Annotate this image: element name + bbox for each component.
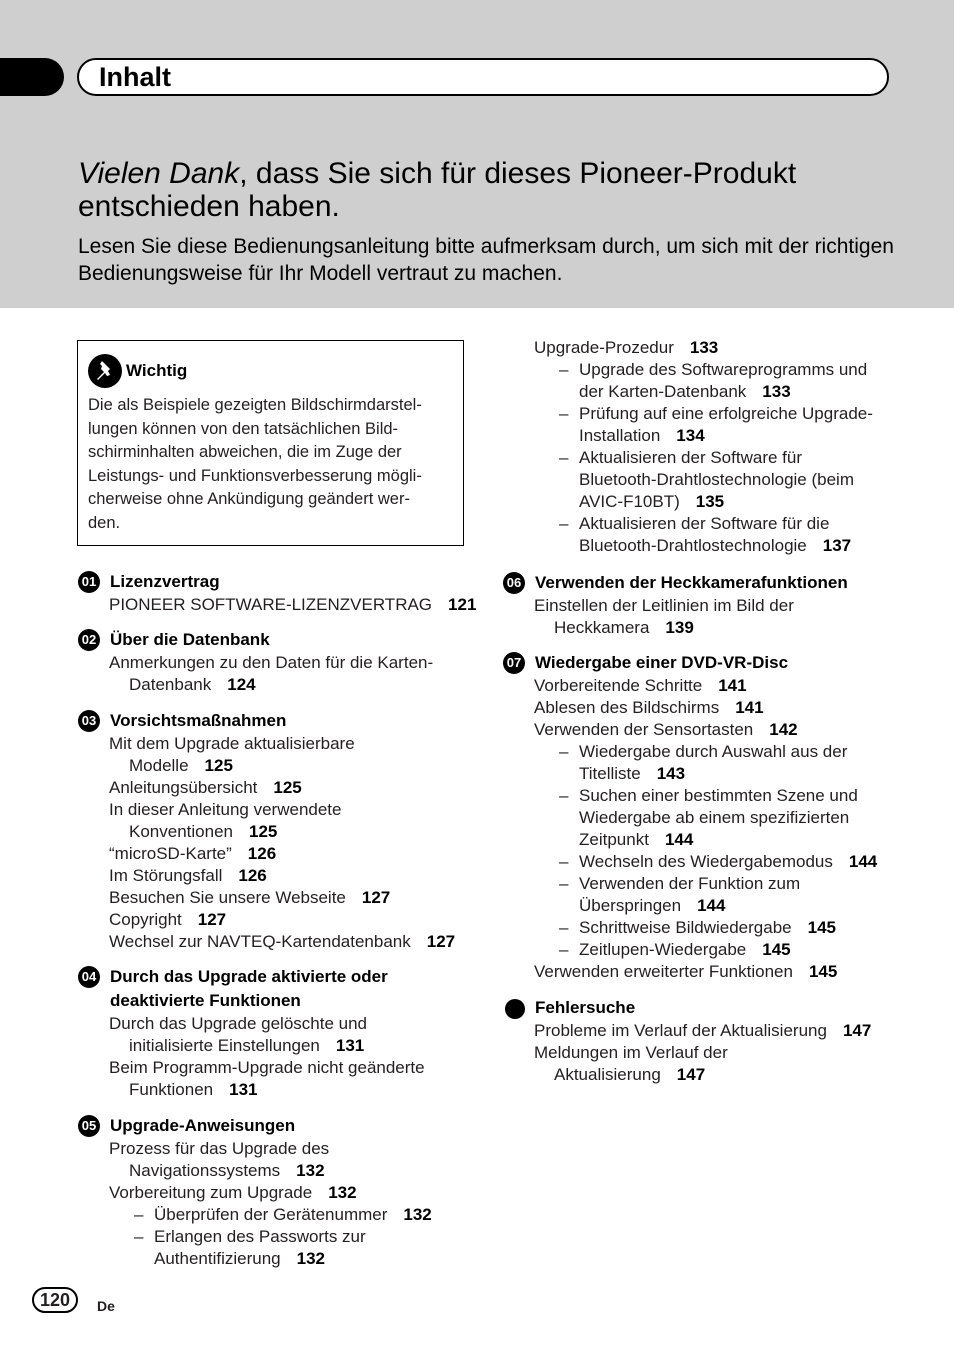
toc-entry[interactable]: Besuchen Sie unsere Webseite 127 (109, 888, 391, 907)
page-ref: 145 (762, 940, 791, 959)
toc-section-03 (78, 709, 468, 953)
toc-section-04 (78, 965, 468, 1101)
page-ref: 141 (735, 698, 764, 717)
toc-entry[interactable]: Einstellen der Leitlinien im Bild der (534, 596, 794, 615)
page-ref: 132 (296, 1161, 325, 1180)
note-line: Die als Beispiele gezeigten Bildschirmdarstel- (88, 396, 422, 414)
section-title[interactable]: Lizenzvertrag (110, 572, 220, 591)
toc-entry-cont[interactable]: Aktualisierung 147 (554, 1065, 706, 1084)
toc-entry[interactable]: Ablesen des Bildschirms 141 (534, 698, 764, 717)
section-title[interactable]: Upgrade-Anweisungen (110, 1116, 296, 1135)
toc-subentry-cont[interactable]: Bluetooth-Drahtlostechnologie 137 (579, 536, 852, 555)
section-title[interactable]: Fehlersuche (535, 998, 636, 1017)
toc-subentry[interactable]: – Verwenden der Funktion zum (559, 874, 801, 893)
language-code: De (97, 1298, 115, 1314)
page-ref: 145 (808, 962, 838, 981)
note-line: lungen können von den tatsächlichen Bild- (88, 419, 399, 438)
toc-entry[interactable]: Anleitungsübersicht 125 (109, 778, 302, 797)
page-ref: 127 (426, 932, 456, 951)
page-ref: 127 (361, 888, 391, 907)
toc-section-06 (503, 571, 923, 639)
page-ref: 142 (769, 720, 798, 739)
page-ref: 143 (656, 764, 686, 783)
note-title: Wichtig (126, 361, 188, 380)
note-line: cherweise ohne Ankündigung geändert wer- (88, 490, 410, 509)
thanks-italic: Vielen Dank (78, 157, 240, 190)
toc-entry[interactable]: Verwenden erweiterter Funktionen 145 (534, 962, 838, 981)
toc-entry-cont[interactable]: Navigationssystems 132 (129, 1161, 325, 1180)
page-ref: 139 (665, 618, 694, 637)
page-ref: 144 (697, 896, 726, 915)
note-body (88, 394, 453, 536)
page-ref: 144 (664, 830, 694, 849)
page-ref: 144 (848, 852, 878, 871)
page-ref: 124 (227, 675, 256, 694)
page-ref: 147 (676, 1065, 706, 1084)
section-number-badge: 01 (78, 571, 100, 593)
thanks-rest: , dass Sie sich für dieses Pioneer-Produkt entschieden haben. (78, 157, 797, 223)
section-title[interactable]: Über die Datenbank (110, 630, 270, 649)
section-number-badge: 07 (503, 652, 525, 674)
section-title[interactable]: Verwenden der Heckkamerafunktionen (535, 573, 848, 592)
page-ref: 125 (273, 778, 302, 797)
toc-subentry[interactable]: – Wiedergabe durch Auswahl aus der (559, 742, 848, 761)
toc-entry[interactable]: In dieser Anleitung verwendete (109, 800, 342, 819)
toc-subentry-cont[interactable]: Titelliste 143 (579, 764, 686, 783)
note-line: den. (88, 513, 121, 532)
section-tab-marker (0, 58, 64, 96)
toc-subentry-cont[interactable]: Bluetooth-Drahtlostechnologie (beim (579, 470, 854, 489)
toc-entry[interactable]: Wechsel zur NAVTEQ-Kartendatenbank 127 (109, 932, 456, 951)
page-ref: 145 (807, 918, 836, 937)
page-ref: 126 (238, 866, 267, 885)
toc-entry[interactable]: Meldungen im Verlauf der (534, 1043, 728, 1062)
section-number-badge: 06 (503, 572, 525, 594)
page-ref: 131 (229, 1080, 258, 1099)
toc-subentry-cont[interactable]: Installation 134 (579, 426, 705, 445)
toc-entry[interactable]: Durch das Upgrade gelöschte und (109, 1014, 367, 1033)
page-ref: 132 (296, 1249, 326, 1268)
toc-subentry[interactable]: – Zeitlupen-Wiedergabe 145 (559, 940, 791, 959)
note-line: schirminhalten abweichen, die im Zuge der (88, 443, 402, 462)
section-number-badge: 03 (78, 710, 100, 732)
note-line: Leistungs- und Funktionsverbesserung mögli- (88, 466, 422, 485)
section-number-badge: 05 (78, 1115, 100, 1137)
toc-subentry-cont[interactable]: der Karten-Datenbank 133 (579, 382, 791, 401)
important-note-box (77, 340, 464, 546)
page-ref: 133 (689, 338, 719, 357)
toc-subentry[interactable]: – Prüfung auf eine erfolgreiche Upgrade- (559, 404, 873, 423)
toc-subentry-cont[interactable]: Überspringen 144 (579, 896, 726, 915)
toc-section-07 (503, 651, 923, 983)
toc-subentry[interactable]: – Wechseln des Wiedergabemodus 144 (559, 852, 878, 871)
page-ref: 147 (842, 1021, 872, 1040)
page-ref: 135 (695, 492, 725, 511)
toc-entry[interactable]: PIONEER SOFTWARE-LIZENZVERTRAG 121 (109, 595, 477, 614)
toc-subentry-cont[interactable]: AVIC-F10BT) 135 (579, 492, 725, 511)
toc-subentry[interactable]: – Schrittweise Bildwiedergabe 145 (559, 918, 836, 937)
page-ref: 131 (335, 1036, 365, 1055)
toc-section-troubleshooting (503, 996, 923, 1086)
intro-paragraph: Lesen Sie diese Bedienungsanleitung bitte aufmerksam durch, um sich mit der richtigen Bedienungsweise für Ihr Modell vertraut zu machen. (78, 235, 894, 285)
section-bullet-icon (505, 999, 525, 1019)
page-ref: 134 (676, 426, 705, 445)
toc-section-05-continued (534, 337, 934, 557)
toc-entry[interactable]: Probleme im Verlauf der Aktualisierung 147 (534, 1021, 872, 1040)
toc-entry-cont[interactable]: initialisierte Einstellungen 131 (129, 1036, 365, 1055)
toc-entry[interactable]: Vorbereitung zum Upgrade 132 (109, 1183, 357, 1202)
toc-entry[interactable]: Verwenden der Sensortasten 142 (534, 720, 798, 739)
section-number-badge: 02 (78, 629, 100, 651)
title-pill (77, 58, 889, 96)
toc-subentry-cont[interactable]: Wiedergabe ab einem spezifizierten (579, 808, 850, 827)
section-number-badge: 04 (78, 966, 100, 988)
toc-entry[interactable]: Copyright 127 (109, 910, 227, 929)
toc-entry-cont[interactable]: Datenbank 124 (129, 675, 256, 694)
toc-subentry-cont[interactable]: Zeitpunkt 144 (579, 830, 694, 849)
toc-entry-cont[interactable]: Konventionen 125 (129, 822, 278, 841)
toc-subentry[interactable]: – Aktualisieren der Software für die (559, 514, 830, 533)
page-ref: 141 (718, 676, 747, 695)
toc-subentry[interactable]: – Überprüfen der Gerätenummer 132 (134, 1205, 432, 1224)
toc-subentry[interactable]: – Aktualisieren der Software für (559, 448, 802, 467)
toc-subentry[interactable]: – Erlangen des Passworts zur (134, 1227, 366, 1246)
toc-entry-cont[interactable]: Funktionen 131 (129, 1080, 258, 1099)
page-ref: 137 (822, 536, 852, 555)
page-ref: 126 (247, 844, 277, 863)
toc-entry[interactable]: Prozess für das Upgrade des (109, 1139, 330, 1158)
toc-subentry-cont[interactable]: Authentifizierung 132 (154, 1249, 326, 1268)
toc-subentry[interactable]: – Upgrade des Softwareprogramms und (559, 360, 868, 379)
section-title-cont[interactable]: deaktivierte Funktionen (110, 991, 301, 1010)
toc-section-02 (78, 628, 468, 696)
page-ref: 132 (403, 1205, 432, 1224)
pushpin-icon (88, 354, 122, 388)
page-ref: 125 (248, 822, 278, 841)
toc-entry[interactable]: Anmerkungen zu den Daten für die Karten- (109, 653, 434, 672)
toc-entry-cont[interactable]: Heckkamera 139 (554, 618, 694, 637)
section-title[interactable]: Vorsichtsmaßnahmen (110, 711, 287, 730)
section-title[interactable]: Wiedergabe einer DVD-VR-Disc (535, 653, 789, 672)
page-ref: 132 (328, 1183, 357, 1202)
toc-entry[interactable]: Vorbereitende Schritte 141 (534, 676, 747, 695)
page-ref: 125 (204, 756, 233, 775)
toc-section-01 (78, 570, 477, 616)
toc-section-05 (78, 1114, 478, 1270)
toc-entry[interactable]: Im Störungsfall 126 (109, 866, 267, 885)
section-title[interactable]: Durch das Upgrade aktivierte oder (110, 967, 388, 986)
toc-entry[interactable]: Beim Programm-Upgrade nicht geänderte (109, 1058, 425, 1077)
toc-entry-cont[interactable]: Modelle 125 (129, 756, 233, 775)
page-ref: 121 (448, 595, 477, 614)
toc-entry[interactable]: “microSD-Karte” 126 (109, 844, 277, 863)
toc-subentry[interactable]: – Suchen einer bestimmten Szene und (559, 786, 858, 805)
page-title: Inhalt (99, 62, 171, 92)
toc-entry[interactable]: Upgrade-Prozedur 133 (534, 338, 719, 357)
page-number: 120 (32, 1287, 78, 1313)
thanks-heading (78, 157, 928, 223)
toc-entry[interactable]: Mit dem Upgrade aktualisierbare (109, 734, 355, 753)
page-ref: 133 (762, 382, 791, 401)
page-ref: 127 (197, 910, 227, 929)
